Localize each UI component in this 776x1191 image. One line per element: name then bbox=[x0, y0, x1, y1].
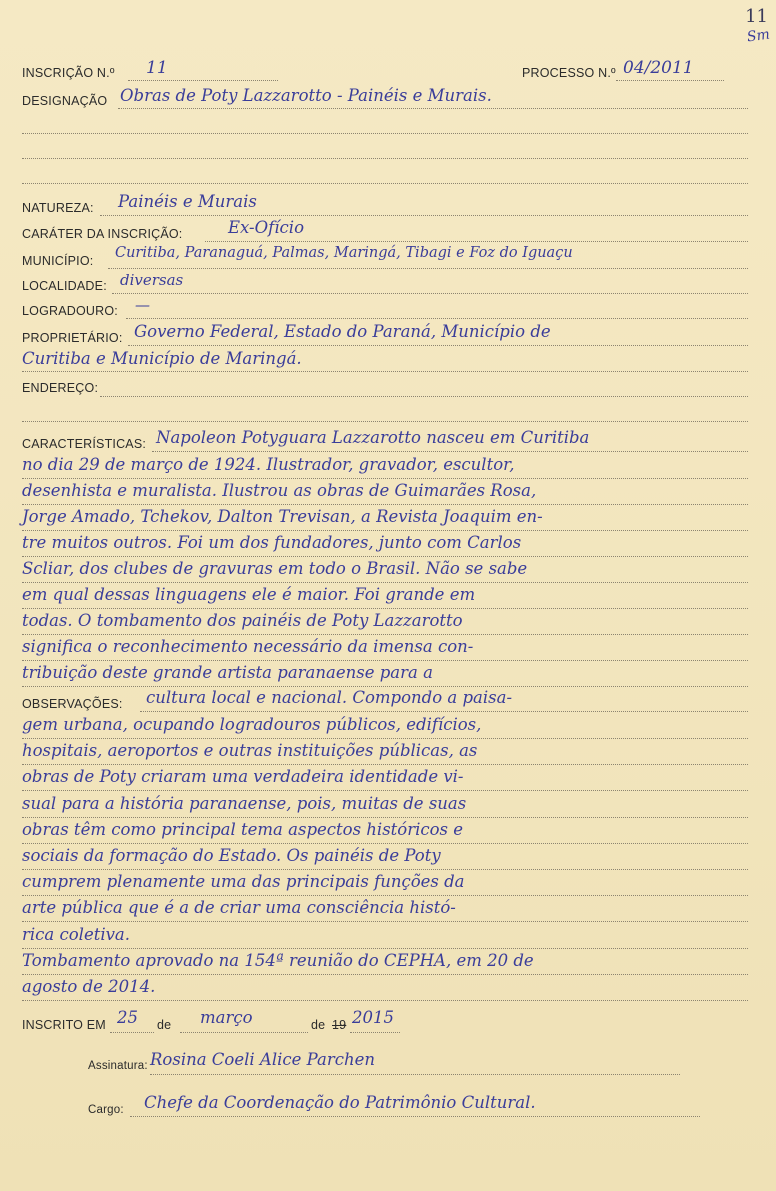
observacoes-line: arte pública que é a de criar uma consciência histó- bbox=[22, 898, 456, 918]
proprietario-line-1: Governo Federal, Estado do Paraná, Município de bbox=[134, 322, 551, 341]
dotted-line bbox=[118, 108, 748, 109]
dotted-line bbox=[22, 974, 748, 975]
dotted-line bbox=[22, 478, 748, 479]
inscrito-de-2: de bbox=[311, 1018, 326, 1032]
observacoes-line: gem urbana, ocupando logradouros públicos, edifícios, bbox=[22, 715, 482, 734]
dotted-line bbox=[22, 608, 748, 609]
dotted-line bbox=[128, 80, 278, 81]
endereco-label: ENDEREÇO: bbox=[22, 381, 99, 395]
dotted-line bbox=[112, 293, 748, 294]
inscrito-month: março bbox=[200, 1008, 253, 1027]
dotted-line bbox=[180, 1032, 308, 1033]
dotted-line bbox=[22, 686, 748, 687]
dotted-line bbox=[22, 556, 748, 557]
logradouro-value: — bbox=[135, 296, 150, 314]
caracteristicas-line: desenhista e muralista. Ilustrou as obras de Guimarães Rosa, bbox=[22, 481, 537, 500]
proprietario-line-2: Curitiba e Município de Maringá. bbox=[22, 349, 302, 368]
assinatura-value: Rosina Coeli Alice Parchen bbox=[150, 1050, 375, 1069]
dotted-line bbox=[22, 1000, 748, 1001]
carater-value: Ex-Ofício bbox=[228, 218, 304, 237]
dotted-line bbox=[22, 869, 748, 870]
localidade-value: diversas bbox=[120, 271, 184, 289]
processo-value: 04/2011 bbox=[623, 58, 694, 78]
inscrito-de-1: de bbox=[157, 1018, 172, 1032]
dotted-line bbox=[22, 790, 748, 791]
dotted-line bbox=[100, 396, 748, 397]
dotted-line bbox=[22, 530, 748, 531]
dotted-line bbox=[616, 80, 724, 81]
dotted-line bbox=[22, 183, 748, 184]
observacoes-line: cumprem plenamente uma das principais funções da bbox=[22, 872, 465, 892]
observacoes-line: obras de Poty criaram uma verdadeira identidade vi- bbox=[22, 767, 464, 787]
caracteristicas-label: CARACTERÍSTICAS: bbox=[22, 437, 147, 451]
page-number: 11 bbox=[745, 6, 768, 27]
dotted-line bbox=[126, 318, 748, 319]
municipio-label: MUNICÍPIO: bbox=[22, 254, 94, 268]
observacoes-line: obras têm como principal tema aspectos históricos e bbox=[22, 819, 464, 839]
dotted-line bbox=[130, 1116, 700, 1117]
dotted-line bbox=[128, 345, 748, 346]
dotted-line bbox=[22, 764, 748, 765]
designacao-label: DESIGNAÇÃO bbox=[22, 94, 108, 108]
dotted-line bbox=[22, 738, 748, 739]
localidade-label: LOCALIDADE: bbox=[22, 279, 107, 293]
dotted-line bbox=[108, 268, 748, 269]
assinatura-label: Assinatura: bbox=[88, 1060, 148, 1072]
observacoes-first-line: cultura local e nacional. Compondo a paisa- bbox=[146, 688, 513, 707]
observacoes-line: agosto de 2014. bbox=[22, 977, 156, 996]
dotted-line bbox=[100, 215, 748, 216]
caracteristicas-line: no dia 29 de março de 1924. Ilustrador, gravador, escultor, bbox=[22, 455, 515, 474]
inscrito-year-prefix: 19 bbox=[332, 1018, 347, 1032]
logradouro-label: LOGRADOURO: bbox=[22, 304, 118, 318]
caracteristicas-line: tribuição deste grande artista paranaense para a bbox=[22, 663, 433, 682]
cargo-label: Cargo: bbox=[88, 1104, 124, 1116]
dotted-line bbox=[22, 817, 748, 818]
designacao-value: Obras de Poty Lazzarotto - Painéis e Murais. bbox=[120, 86, 492, 105]
inscricao-value: 11 bbox=[146, 58, 168, 78]
inscrito-day: 25 bbox=[117, 1008, 138, 1027]
dotted-line bbox=[350, 1032, 400, 1033]
proprietario-label: PROPRIETÁRIO: bbox=[22, 331, 123, 345]
dotted-line bbox=[22, 371, 748, 372]
observacoes-line: rica coletiva. bbox=[22, 924, 131, 944]
caracteristicas-line: Jorge Amado, Tchekov, Dalton Trevisan, a Revista Joaquim en- bbox=[22, 507, 543, 526]
caracteristicas-line: todas. O tombamento dos painéis de Poty Lazzarotto bbox=[22, 611, 463, 630]
corner-initials: Sm bbox=[746, 26, 772, 46]
dotted-line bbox=[110, 1032, 154, 1033]
observacoes-label: OBSERVAÇÕES: bbox=[22, 697, 123, 711]
caracteristicas-line: em qual dessas linguagens ele é maior. Foi grande em bbox=[22, 585, 476, 604]
cargo-value: Chefe da Coordenação do Patrimônio Cultural. bbox=[144, 1093, 536, 1112]
carater-label: CARÁTER DA INSCRIÇÃO: bbox=[22, 227, 183, 241]
inscrito-label: INSCRITO EM bbox=[22, 1018, 106, 1032]
observacoes-line: Tombamento aprovado na 154ª reunião do CEPHA, em 20 de bbox=[22, 950, 534, 970]
dotted-line bbox=[140, 711, 748, 712]
dotted-line bbox=[22, 634, 748, 635]
dotted-line bbox=[22, 158, 748, 159]
dotted-line bbox=[152, 451, 748, 452]
dotted-line bbox=[22, 948, 748, 949]
natureza-value: Painéis e Murais bbox=[118, 192, 257, 211]
observacoes-line: sociais da formação do Estado. Os painéis de Poty bbox=[22, 846, 441, 865]
natureza-label: NATUREZA: bbox=[22, 201, 94, 215]
dotted-line bbox=[22, 843, 748, 844]
dotted-line bbox=[150, 1074, 680, 1075]
observacoes-line: hospitais, aeroportos e outras instituições públicas, as bbox=[22, 741, 478, 761]
caracteristicas-line: tre muitos outros. Foi um dos fundadores, junto com Carlos bbox=[22, 533, 522, 552]
dotted-line bbox=[22, 582, 748, 583]
caracteristicas-line: Scliar, dos clubes de gravuras em todo o Brasil. Não se sabe bbox=[22, 559, 528, 578]
inscricao-label: INSCRIÇÃO N.º bbox=[22, 66, 115, 80]
processo-label: PROCESSO N.º bbox=[522, 66, 616, 80]
dotted-line bbox=[22, 421, 748, 422]
observacoes-line: sual para a história paranaense, pois, muitas de suas bbox=[22, 793, 467, 813]
municipio-value: Curitiba, Paranaguá, Palmas, Maringá, Tibagi e Foz do Iguaçu bbox=[115, 245, 573, 261]
dotted-line bbox=[22, 660, 748, 661]
dotted-line bbox=[22, 895, 748, 896]
caracteristicas-first-line: Napoleon Potyguara Lazzarotto nasceu em Curitiba bbox=[156, 428, 590, 447]
dotted-line bbox=[205, 241, 748, 242]
dotted-line bbox=[22, 504, 748, 505]
dotted-line bbox=[22, 921, 748, 922]
inscrito-year: 2015 bbox=[352, 1008, 394, 1027]
dotted-line bbox=[22, 133, 748, 134]
caracteristicas-line: significa o reconhecimento necessário da imensa con- bbox=[22, 637, 474, 656]
